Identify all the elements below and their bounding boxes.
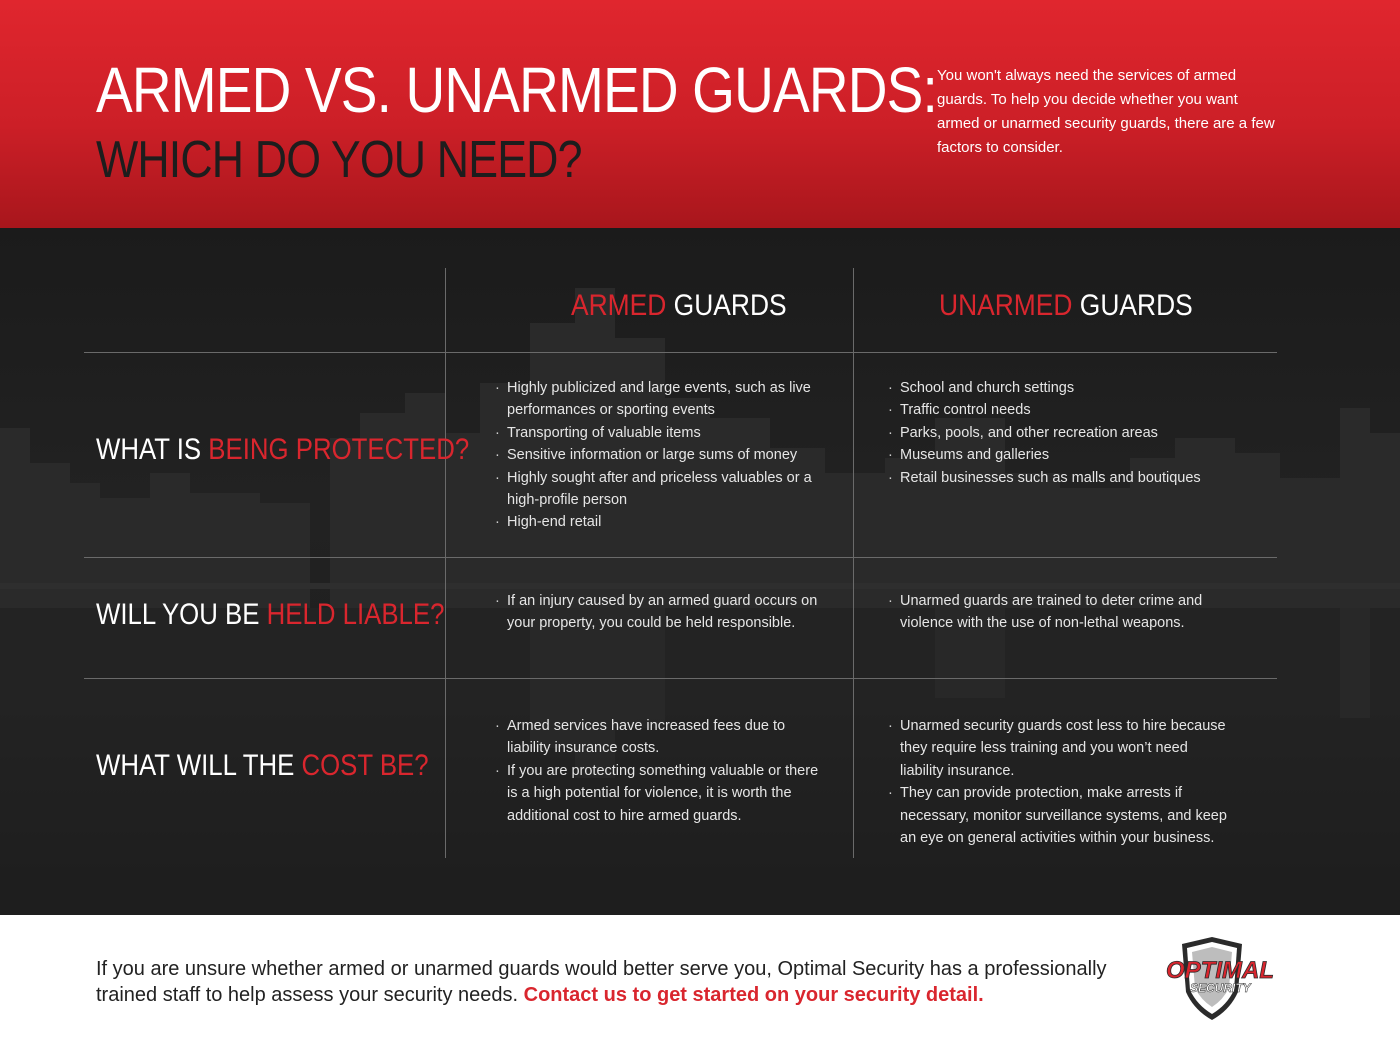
list-item: · Parks, pools, and other recreation areas xyxy=(888,422,1228,444)
footer-text xyxy=(96,956,1136,1008)
list-item: · High-end retail xyxy=(495,511,825,533)
row-divider xyxy=(84,557,1277,558)
list-item: · They can provide protection, make arrests if necessary, monitor surveillance systems, and keep an eye on general activities within your business. xyxy=(888,782,1233,849)
logo-line2: SECURITY xyxy=(1190,981,1251,995)
unarmed-liable-list xyxy=(888,590,1218,635)
list-item: · Retail businesses such as malls and boutiques xyxy=(888,467,1228,489)
armed-cost-list xyxy=(495,715,830,827)
column-header-accent: UNARMED xyxy=(939,289,1073,322)
row-heading-plain: WHAT IS xyxy=(96,433,209,466)
list-item: · Unarmed guards are trained to deter crime and violence with the use of non-lethal weapons. xyxy=(888,590,1218,635)
row-heading-cost xyxy=(96,748,429,784)
column-header-label: GUARDS xyxy=(1072,289,1193,322)
list-item: · If an injury caused by an armed guard occurs on your property, you could be held responsible. xyxy=(495,590,825,635)
column-header-accent: ARMED xyxy=(571,289,667,322)
row-divider xyxy=(84,678,1277,679)
row-divider xyxy=(84,352,1277,353)
list-item: · Museums and galleries xyxy=(888,444,1228,466)
list-item: · Unarmed security guards cost less to hire because they require less training and you won’t need liability insurance. xyxy=(888,715,1233,782)
list-item: · Transporting of valuable items xyxy=(495,422,825,444)
footer-body: If you are unsure whether armed or unarmed guards would better serve you, Optimal Security has a professionally trained staff to help assess your security needs. xyxy=(96,958,1107,1006)
contact-link[interactable]: Contact us to get started on your security detail. xyxy=(523,984,984,1006)
list-item: · Highly sought after and priceless valuables or a high-profile person xyxy=(495,467,825,512)
armed-liable-list xyxy=(495,590,825,635)
row-heading-protected xyxy=(96,432,469,468)
row-heading-accent: COST BE? xyxy=(301,749,429,782)
unarmed-cost-list xyxy=(888,715,1233,849)
row-heading-liable xyxy=(96,597,444,633)
row-heading-plain: WHAT WILL THE xyxy=(96,749,302,782)
row-heading-accent: HELD LIABLE? xyxy=(266,598,445,631)
comparison-panel xyxy=(0,228,1400,915)
row-heading-plain: WILL YOU BE xyxy=(96,598,267,631)
header-banner xyxy=(0,0,1400,228)
column-header-unarmed xyxy=(939,288,1193,324)
list-item: · Traffic control needs xyxy=(888,399,1228,421)
shield-logo-icon[interactable] xyxy=(1150,934,1300,1024)
intro-text: You won't always need the services of armed guards. To help you decide whether you want armed or unarmed security guards, there are a few factors to consider. xyxy=(937,67,1275,156)
column-divider xyxy=(853,268,854,858)
list-item: · Highly publicized and large events, such as live performances or sporting events xyxy=(495,377,825,422)
column-divider xyxy=(445,268,446,858)
page-title: ARMED VS. UNARMED GUARDS: xyxy=(96,54,937,126)
armed-protected-list xyxy=(495,377,825,534)
logo-line1: OPTIMAL xyxy=(1166,957,1274,984)
list-item: · Armed services have increased fees due to liability insurance costs. xyxy=(495,715,830,760)
row-heading-accent: BEING PROTECTED? xyxy=(208,433,470,466)
page-subtitle: WHICH DO YOU NEED? xyxy=(96,131,582,189)
unarmed-protected-list xyxy=(888,377,1228,489)
list-item: · Sensitive information or large sums of money xyxy=(495,444,825,466)
list-item: · School and church settings xyxy=(888,377,1228,399)
column-header-armed xyxy=(571,288,787,324)
list-item: · If you are protecting something valuable or there is a high potential for violence, it is worth the additional cost to hire armed guards. xyxy=(495,760,830,827)
column-header-label: GUARDS xyxy=(666,289,787,322)
